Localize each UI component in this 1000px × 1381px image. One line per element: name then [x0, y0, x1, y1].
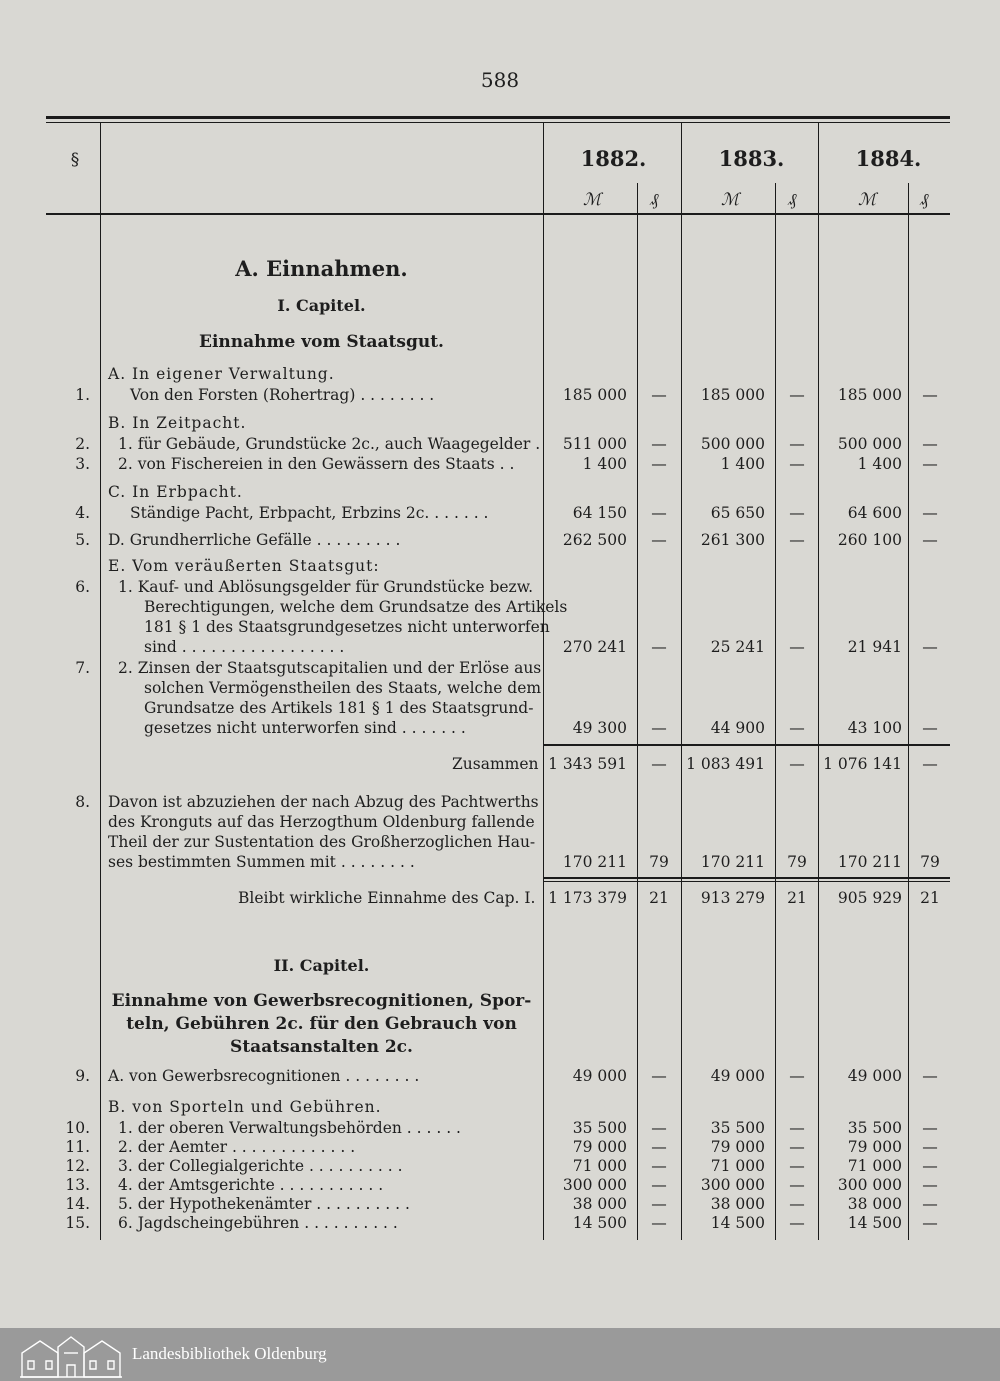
value-1884: 79 000 — [847, 1138, 902, 1156]
value-1882: 35 500 — [572, 1119, 627, 1137]
empty-pf-1883: — — [789, 1195, 805, 1213]
value-1883: 14 500 — [710, 1214, 765, 1232]
empty-pf-1882: — — [651, 1157, 667, 1175]
row-label-continued: 181 § 1 des Staatsgrundgesetzes nicht unterworfen — [144, 618, 550, 636]
col-line-1882 — [543, 122, 544, 1240]
empty-pf-1883: — — [789, 638, 805, 656]
row-number: 4. — [75, 504, 90, 522]
row-number: 8. — [75, 793, 90, 811]
empty-pf-1883: — — [789, 1119, 805, 1137]
value-1884: 170 211 — [837, 853, 902, 871]
empty-pf-1882: — — [651, 1067, 667, 1085]
unit-mark: ℳ — [721, 190, 740, 210]
value-1883: 71 000 — [710, 1157, 765, 1175]
empty-pf-1883: — — [789, 1157, 805, 1175]
row-label: 1. der oberen Verwaltungsbehörden . . . . . . — [118, 1119, 461, 1137]
unit-pf: ₰ — [788, 190, 797, 210]
row-number: 7. — [75, 659, 90, 677]
total-1884: 1 076 141 — [823, 755, 902, 773]
row-label: D. Grundherrliche Gefälle . . . . . . . . . — [108, 531, 401, 549]
col-line-1883-pf — [775, 183, 776, 1240]
row-label-continued: Berechtigungen, welche dem Grundsatze des Artikels — [144, 598, 568, 616]
empty-pf-1883: — — [789, 455, 805, 473]
page-number: 588 — [480, 68, 520, 92]
pf-1884: 21 — [920, 889, 940, 907]
sum-rule — [543, 744, 950, 746]
row-label: Von den Forsten (Rohertrag) . . . . . . . . — [130, 386, 435, 404]
value-1883: 500 000 — [700, 435, 765, 453]
row-number: 11. — [65, 1138, 90, 1156]
row-label: Davon ist abzuziehen der nach Abzug des Pachtwerths — [108, 793, 539, 811]
net-1884: 905 929 — [837, 889, 902, 907]
value-1883: 49 000 — [710, 1067, 765, 1085]
value-1884: 500 000 — [837, 435, 902, 453]
year-1884: 1884. — [855, 146, 922, 171]
value-1883: 170 211 — [700, 853, 765, 871]
row-number: 13. — [65, 1176, 90, 1194]
value-1882: 71 000 — [572, 1157, 627, 1175]
row-label-continued: des Kronguts auf das Herzogthum Oldenburg fallende — [108, 813, 535, 831]
net-1882: 1 173 379 — [548, 889, 627, 907]
row-number: 5. — [75, 531, 90, 549]
value-1883: 261 300 — [700, 531, 765, 549]
empty-pf-1884: — — [922, 531, 938, 549]
row-label: 2. der Aemter . . . . . . . . . . . . . — [118, 1138, 356, 1156]
pf-1884: 79 — [920, 853, 940, 871]
row-label-continued: sind . . . . . . . . . . . . . . . . . — [144, 638, 345, 656]
row-number: 1. — [75, 386, 90, 404]
empty-pf-1882: — — [651, 1119, 667, 1137]
row-number: 12. — [65, 1157, 90, 1175]
value-1883: 1 400 — [720, 455, 765, 473]
unit-mark: ℳ — [858, 190, 877, 210]
empty-pf-1884: — — [922, 1195, 938, 1213]
value-1882: 38 000 — [572, 1195, 627, 1213]
value-1884: 300 000 — [837, 1176, 902, 1194]
empty-pf-1882: — — [651, 1214, 667, 1232]
row-number: 10. — [65, 1119, 90, 1137]
value-1884: 38 000 — [847, 1195, 902, 1213]
col-line-1882-pf — [637, 183, 638, 1240]
empty-pf-1882: — — [651, 435, 667, 453]
pf-1883: 21 — [787, 889, 807, 907]
value-1884: 71 000 — [847, 1157, 902, 1175]
cap2-title: II. Capitel. — [273, 956, 370, 975]
value-1884: 185 000 — [837, 386, 902, 404]
row-label-continued: Theil der zur Sustentation des Großherzoglichen Hau- — [108, 833, 536, 851]
row-label: Ständige Pacht, Erbpacht, Erbzins 2c. . . . . . . — [130, 504, 489, 522]
top-rule-thin — [46, 122, 950, 123]
value-1882: 14 500 — [572, 1214, 627, 1232]
empty-pf-1884: — — [922, 638, 938, 656]
total-1883: 1 083 491 — [686, 755, 765, 773]
subheading-veraeussertes-staatsgut: E. Vom veräußerten Staatsgut: — [108, 557, 380, 575]
row-label: 2. Zinsen der Staatsgutscapitalien und der Erlöse aus — [118, 659, 542, 677]
cap2-subtitle-line: Staatsanstalten 2c. — [230, 1037, 413, 1057]
net-label: Bleibt wirkliche Einnahme des Cap. I. — [238, 889, 536, 907]
value-1884: 64 600 — [847, 504, 902, 522]
empty-pf-1883: — — [789, 1214, 805, 1232]
row-number: 3. — [75, 455, 90, 473]
year-1883: 1883. — [718, 146, 785, 171]
subheading-eigene-verwaltung: A. In eigener Verwaltung. — [108, 365, 335, 383]
heading-einnahmen: A. Einnahmen. — [235, 256, 408, 281]
value-1883: 300 000 — [700, 1176, 765, 1194]
value-1882: 262 500 — [562, 531, 627, 549]
value-1883: 79 000 — [710, 1138, 765, 1156]
row-label: A. von Gewerbsrecognitionen . . . . . . . . — [108, 1067, 420, 1085]
empty-pf-1884: — — [922, 435, 938, 453]
value-1884: 43 100 — [847, 719, 902, 737]
row-label: 6. Jagdscheingebühren . . . . . . . . . . — [118, 1214, 398, 1232]
value-1882: 270 241 — [562, 638, 627, 656]
empty-pf-1882: — — [651, 386, 667, 404]
header-rule — [46, 213, 950, 215]
library-name: Landesbibliothek Oldenburg — [132, 1344, 327, 1363]
value-1883: 185 000 — [700, 386, 765, 404]
empty-pf-1882: — — [651, 455, 667, 473]
empty-pf-1883: — — [789, 1138, 805, 1156]
subheading-sporteln: B. von Sporteln und Gebühren. — [108, 1098, 382, 1116]
total-1882: 1 343 591 — [548, 755, 627, 773]
col-line-section — [100, 122, 101, 1240]
empty-pf-1883: — — [789, 504, 805, 522]
empty-pf-1883: — — [789, 531, 805, 549]
value-1884: 260 100 — [837, 531, 902, 549]
value-1883: 35 500 — [710, 1119, 765, 1137]
net-rule-thin — [543, 881, 950, 882]
net-1883: 913 279 — [700, 889, 765, 907]
value-1882: 511 000 — [562, 435, 627, 453]
subheading-zeitpacht: B. In Zeitpacht. — [108, 414, 247, 432]
row-number: 2. — [75, 435, 90, 453]
unit-mark: ℳ — [583, 190, 602, 210]
empty-pf-1884: — — [922, 1157, 938, 1175]
empty-pf-1882: — — [651, 1138, 667, 1156]
cap1-subtitle: Einnahme vom Staatsgut. — [199, 332, 444, 352]
empty-pf-1882: — — [651, 1176, 667, 1194]
empty-pf-1884: — — [922, 1214, 938, 1232]
value-1884: 1 400 — [857, 455, 902, 473]
value-1883: 65 650 — [710, 504, 765, 522]
value-1884: 35 500 — [847, 1119, 902, 1137]
empty-pf-1882: — — [651, 719, 667, 737]
empty-pf-1883: — — [789, 435, 805, 453]
row-number: 6. — [75, 578, 90, 596]
row-number: 15. — [65, 1214, 90, 1232]
net-rule — [543, 877, 950, 879]
subheading-erbpacht: C. In Erbpacht. — [108, 483, 243, 501]
row-label: 1. Kauf- und Ablösungsgelder für Grundstücke bezw. — [118, 578, 534, 596]
empty-pf-1884: — — [922, 1119, 938, 1137]
row-label-continued: Grundsatze des Artikels 181 § 1 des Staatsgrund- — [144, 699, 534, 717]
row-label-continued: ses bestimmten Summen mit . . . . . . . . — [108, 853, 415, 871]
empty-pf-1884: — — [922, 719, 938, 737]
value-1883: 44 900 — [710, 719, 765, 737]
col-line-1884 — [818, 122, 819, 1240]
empty-pf-1884: — — [922, 455, 938, 473]
row-label: 1. für Gebäude, Grundstücke 2c., auch Waagegelder . — [118, 435, 541, 453]
value-1884: 49 000 — [847, 1067, 902, 1085]
value-1882: 185 000 — [562, 386, 627, 404]
value-1882: 64 150 — [572, 504, 627, 522]
empty-pf-1884: — — [922, 1138, 938, 1156]
empty-pf-1883: — — [789, 719, 805, 737]
row-number: 14. — [65, 1195, 90, 1213]
library-building-icon — [18, 1331, 124, 1379]
value-1882: 49 000 — [572, 1067, 627, 1085]
value-1882: 1 400 — [582, 455, 627, 473]
empty-pf-1883: — — [789, 755, 805, 773]
empty-pf-1882: — — [651, 1195, 667, 1213]
row-label: 2. von Fischereien in den Gewässern des Staats . . — [118, 455, 515, 473]
unit-pf: ₰ — [650, 190, 659, 210]
value-1882: 79 000 — [572, 1138, 627, 1156]
value-1882: 49 300 — [572, 719, 627, 737]
empty-pf-1884: — — [922, 755, 938, 773]
row-label: 5. der Hypothekenämter . . . . . . . . . . — [118, 1195, 410, 1213]
row-label: 3. der Collegialgerichte . . . . . . . . . . — [118, 1157, 403, 1175]
year-1882: 1882. — [580, 146, 647, 171]
pf-1882: 21 — [649, 889, 669, 907]
row-number: 9. — [75, 1067, 90, 1085]
empty-pf-1884: — — [922, 386, 938, 404]
value-1884: 21 941 — [847, 638, 902, 656]
col-line-1884-pf — [908, 183, 909, 1240]
empty-pf-1884: — — [922, 1176, 938, 1194]
col-line-1883 — [681, 122, 682, 1240]
empty-pf-1884: — — [922, 1067, 938, 1085]
cap2-subtitle-line: teln, Gebühren 2c. für den Gebrauch von — [126, 1014, 517, 1034]
value-1882: 170 211 — [562, 853, 627, 871]
empty-pf-1882: — — [651, 531, 667, 549]
cap1-title: I. Capitel. — [277, 296, 366, 315]
row-label-continued: gesetzes nicht unterworfen sind . . . . . . . — [144, 719, 466, 737]
empty-pf-1884: — — [922, 504, 938, 522]
top-rule — [46, 116, 950, 119]
value-1884: 14 500 — [847, 1214, 902, 1232]
empty-pf-1883: — — [789, 1067, 805, 1085]
cap2-subtitle-line: Einnahme von Gewerbsrecognitionen, Spor- — [111, 991, 532, 1011]
unit-pf: ₰ — [920, 190, 929, 210]
value-1882: 300 000 — [562, 1176, 627, 1194]
value-1883: 25 241 — [710, 638, 765, 656]
empty-pf-1883: — — [789, 386, 805, 404]
empty-pf-1883: — — [789, 1176, 805, 1194]
total-label: Zusammen — [452, 755, 539, 773]
section-symbol: § — [70, 150, 80, 170]
value-1883: 38 000 — [710, 1195, 765, 1213]
pf-1883: 79 — [787, 853, 807, 871]
empty-pf-1882: — — [651, 504, 667, 522]
empty-pf-1882: — — [651, 638, 667, 656]
row-label: 4. der Amtsgerichte . . . . . . . . . . . — [118, 1176, 384, 1194]
row-label-continued: solchen Vermögenstheilen des Staats, welche dem — [144, 679, 542, 697]
empty-pf-1882: — — [651, 755, 667, 773]
pf-1882: 79 — [649, 853, 669, 871]
